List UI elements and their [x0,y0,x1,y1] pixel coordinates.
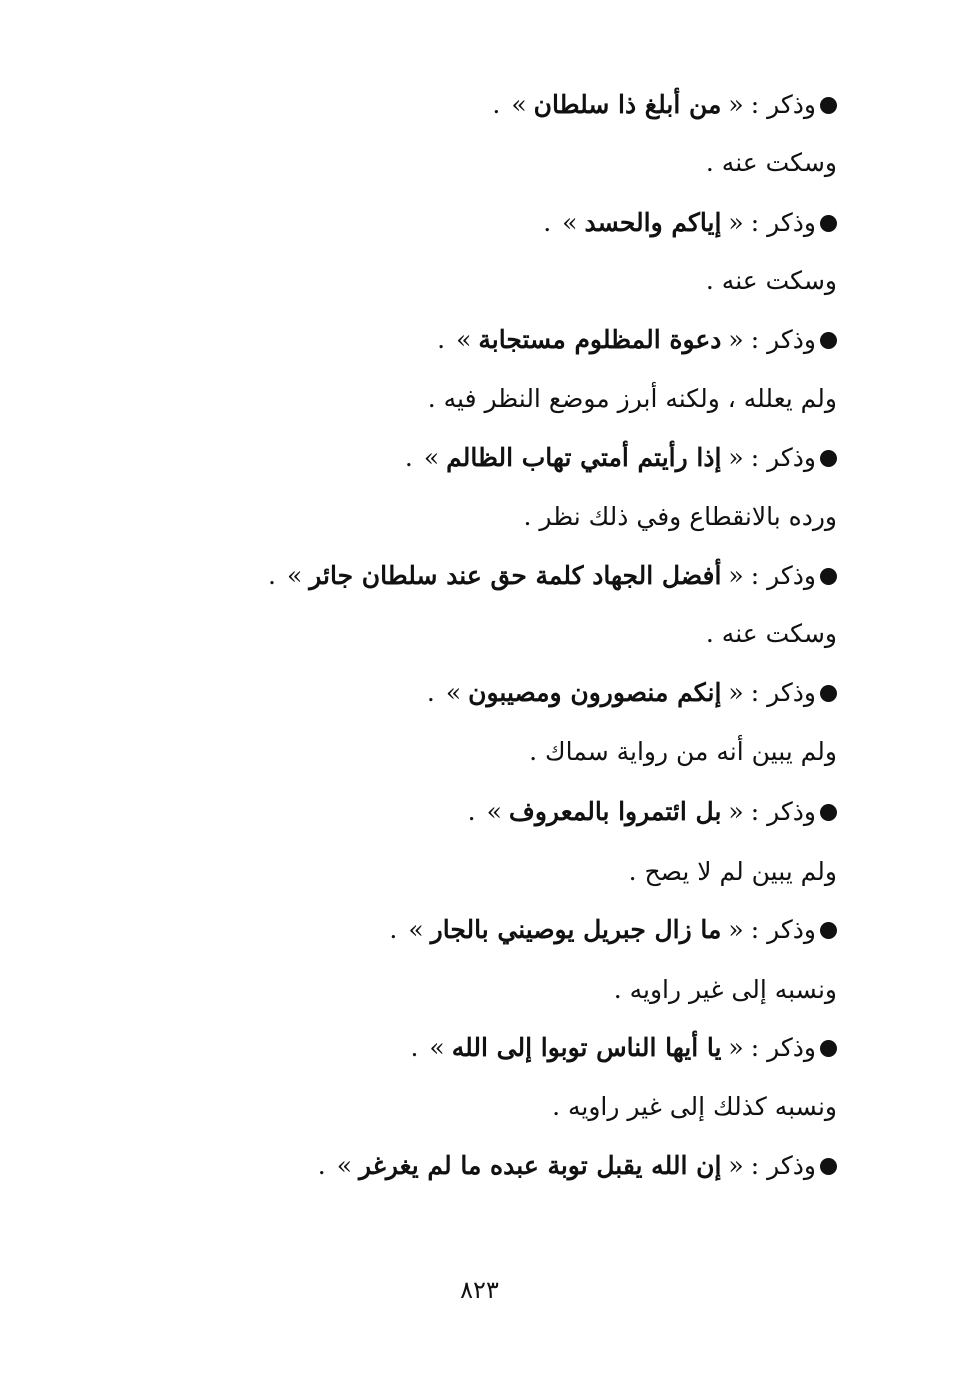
quote-open-mark: « [728,561,744,590]
comment-line: ولم يبين أنه من رواية سماك . [529,737,837,766]
quote-close-mark: » [562,208,578,237]
quote-close-mark: » [511,90,527,119]
quote-close-mark: » [408,915,424,944]
entry-period: . [389,915,398,944]
quote-close-mark: » [423,443,440,472]
entry-label: وذكر : [750,561,816,590]
bullet-icon [820,1040,837,1057]
entry-line [318,1146,837,1186]
entry-label: وذكر : [750,797,816,826]
hadith-quote: من أبلغ ذا سلطان [533,90,722,119]
bullet-icon [820,804,837,821]
entry-line [543,203,837,243]
entry-period: . [268,561,276,590]
comment-line: وسكت عنه . [705,148,837,177]
quote-close-mark: » [445,678,462,707]
entry-line [437,320,837,360]
comment-line: ونسبه كذلك إلى غير راويه . [552,1092,837,1121]
hadith-quote: إن الله يقبل توبة عبده ما لم يغرغر [359,1151,722,1180]
hadith-quote: ما زال جبريل يوصيني بالجار [430,915,722,944]
quote-close-mark: » [429,1033,445,1062]
quote-open-mark: « [728,1033,744,1062]
entry-label: وذكر : [750,1151,816,1180]
comment-line: ولم يعلله ، ولكنه أبرز موضع النظر فيه . [427,384,837,413]
comment-line: وسكت عنه . [705,266,837,295]
entry-line [427,673,837,713]
entry-label: وذكر : [750,915,816,944]
bullet-icon [820,215,837,232]
comment-line: ورده بالانقطاع وفي ذلك نظر . [523,502,837,531]
entry-label: وذكر : [750,678,816,707]
hadith-quote: دعوة المظلوم مستجابة [478,325,722,354]
hadith-quote: بل ائتمروا بالمعروف [508,797,722,826]
entry-period: . [317,1151,326,1180]
quote-close-mark: » [286,561,303,590]
entry-line [468,792,837,832]
quote-open-mark: « [728,1151,744,1180]
quote-open-mark: « [728,915,744,944]
entry-period: . [543,208,552,237]
entry-label: وذكر : [750,443,816,472]
entry-line [492,85,837,125]
entry-line [405,438,837,478]
quote-close-mark: » [456,325,472,354]
quote-open-mark: « [728,325,744,354]
bullet-icon [820,922,837,939]
quote-close-mark: » [336,1151,352,1180]
entry-period: . [492,90,501,119]
entry-period: . [410,1033,419,1062]
hadith-quote: إنكم منصورون ومصيبون [468,678,722,707]
entry-label: وذكر : [750,325,816,354]
comment-line: ولم يبين لم لا يصح . [628,857,837,886]
entry-label: وذكر : [750,90,816,119]
quote-open-mark: « [728,90,744,119]
quote-open-mark: « [728,678,744,707]
entry-line [389,910,837,950]
bullet-icon [820,568,837,585]
quote-open-mark: « [728,443,744,472]
entry-label: وذكر : [750,208,816,237]
bullet-icon [820,450,837,467]
entry-period: . [404,443,413,472]
quote-open-mark: « [728,797,744,826]
quote-close-mark: » [486,797,502,826]
entry-line [268,556,837,596]
comment-line: وسكت عنه . [705,619,837,648]
hadith-quote: أفضل الجهاد كلمة حق عند سلطان جائر [309,561,722,590]
hadith-quote: إذا رأيتم أمتي تهاب الظالم [446,443,722,472]
entry-period: . [426,678,435,707]
bullet-icon [820,97,837,114]
bullet-icon [820,1158,837,1175]
entry-period: . [437,325,446,354]
entry-line [410,1028,837,1068]
entry-period: . [467,797,476,826]
comment-line: ونسبه إلى غير راويه . [613,975,837,1004]
page-number: ٨٢٣ [460,1276,499,1304]
quote-open-mark: « [728,208,744,237]
hadith-quote: يا أيها الناس توبوا إلى الله [451,1033,722,1062]
bullet-icon [820,685,837,702]
bullet-icon [820,332,837,349]
hadith-quote: إياكم والحسد [584,208,722,237]
entry-label: وذكر : [750,1033,816,1062]
